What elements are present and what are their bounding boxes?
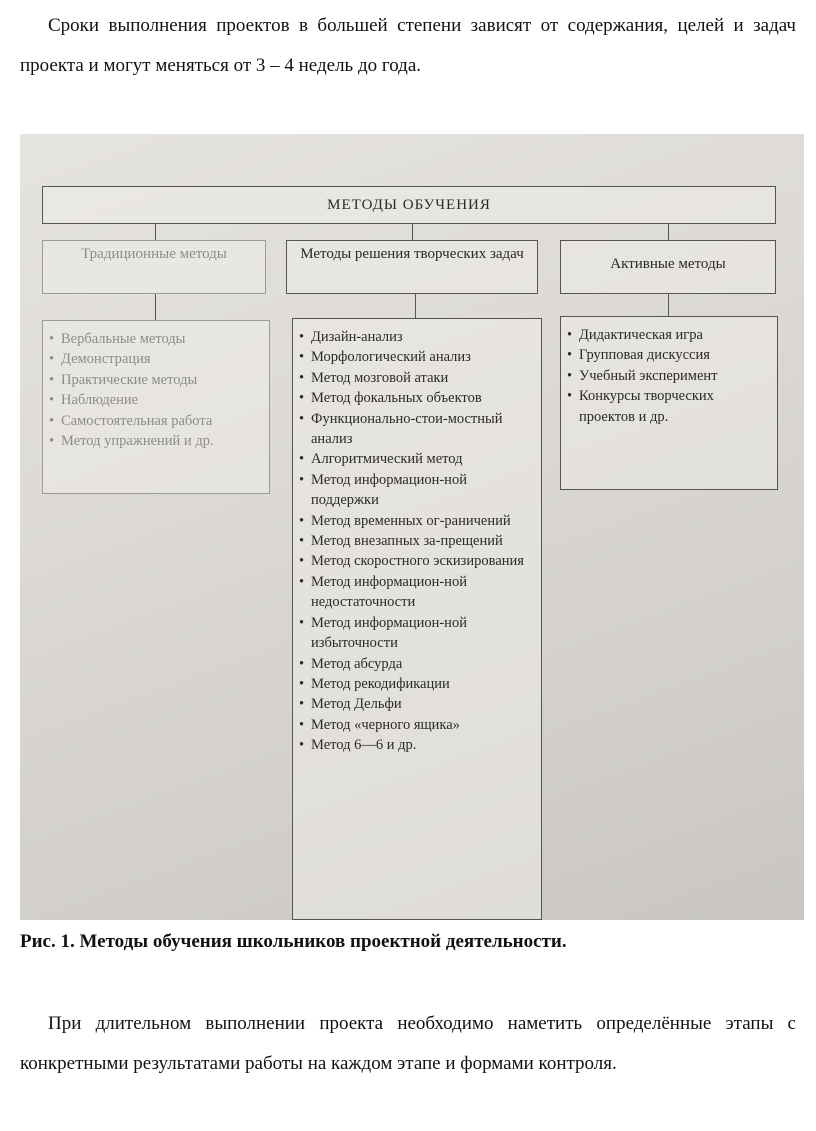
- list-item: • Метод абсурда: [299, 654, 535, 674]
- list-item: • Морфологический анализ: [299, 347, 535, 367]
- list-item: • Метод информацион-ной поддержки: [299, 470, 535, 511]
- list-item: • Конкурсы творческих проектов и др.: [567, 386, 771, 427]
- list-item: • Практические методы: [49, 370, 263, 390]
- list-item: • Дизайн-анализ: [299, 327, 535, 347]
- list-item: • Функционально-стои-мостный анализ: [299, 409, 535, 450]
- list-item: • Метод временных ог-раничений: [299, 511, 535, 531]
- figure-caption: Рис. 1. Методы обучения школьников проектной деятельности.: [20, 931, 567, 952]
- list-item: • Метод упражнений и др.: [49, 431, 263, 451]
- list-item: • Демонстрация: [49, 349, 263, 369]
- intro-paragraph: [20, 6, 796, 86]
- list-item: • Вербальные методы: [49, 329, 263, 349]
- connector-line: [668, 294, 669, 316]
- list-item: • Самостоятельная работа: [49, 411, 263, 431]
- list-item: • Метод 6—6 и др.: [299, 735, 535, 755]
- diagram-photo: [20, 134, 804, 920]
- list-item: • Метод информацион-ной избыточности: [299, 613, 535, 654]
- list-item: • Групповая дискуссия: [567, 345, 771, 365]
- category-heading-active: Активные методы: [560, 240, 776, 294]
- list-item: • Алгоритмический метод: [299, 449, 535, 469]
- list-item: • Метод информацион-ной недостаточности: [299, 572, 535, 613]
- creative-methods-list: [292, 318, 542, 920]
- category-heading-creative: Методы решения творческих задач: [286, 240, 538, 294]
- connector-line: [155, 224, 156, 240]
- intro-paragraph-text: Сроки выполнения проектов в большей степени зависят от содержания, целей и задач проекта и могут меняться от 3 – 4 недель до года.: [20, 15, 796, 76]
- list-item: • Метод фокальных объектов: [299, 388, 535, 408]
- category-heading-traditional: Традиционные методы: [42, 240, 266, 294]
- connector-line: [412, 224, 413, 240]
- list-item: • Метод мозговой атаки: [299, 368, 535, 388]
- list-item: • Учебный эксперимент: [567, 366, 771, 386]
- list-item: • Наблюдение: [49, 390, 263, 410]
- list-item: • Метод скоростного эскизирования: [299, 551, 535, 571]
- list-item: • Метод внезапных за-прещений: [299, 531, 535, 551]
- connector-line: [668, 224, 669, 240]
- active-methods-list: [560, 316, 778, 490]
- traditional-methods-list: [42, 320, 270, 494]
- closing-paragraph: [20, 1004, 796, 1084]
- list-item: • Метод рекодификации: [299, 674, 535, 694]
- list-item: • Метод «черного ящика»: [299, 715, 535, 735]
- list-item: • Дидактическая игра: [567, 325, 771, 345]
- list-item: • Метод Дельфи: [299, 694, 535, 714]
- connector-line: [155, 294, 156, 320]
- closing-paragraph-text: При длительном выполнении проекта необходимо наметить определённые этапы с конкретными результатами работы на каждом этапе и формами контроля.: [20, 1013, 796, 1074]
- connector-line: [415, 294, 416, 318]
- diagram-title: МЕТОДЫ ОБУЧЕНИЯ: [42, 186, 776, 224]
